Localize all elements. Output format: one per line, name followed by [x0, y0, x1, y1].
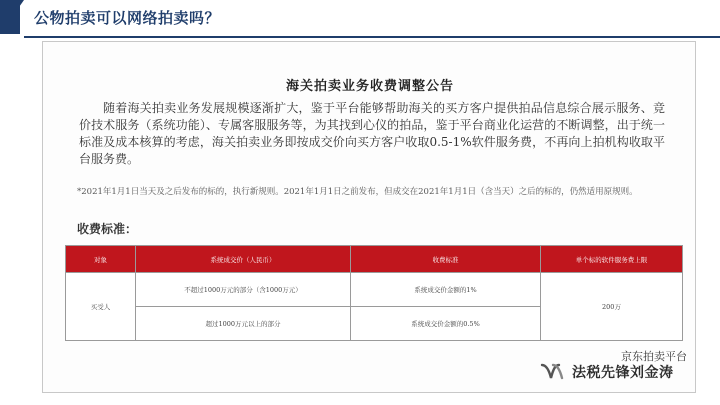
fee-table-header-row	[66, 246, 683, 273]
fee-standard-heading: 收费标准：	[77, 222, 138, 236]
notice-title: 海关拍卖业务收费调整公告	[285, 79, 454, 94]
slide-header	[0, 0, 720, 34]
notice-screenshot	[42, 41, 696, 393]
slide-title: 公物拍卖可以网络拍卖吗？	[34, 9, 221, 27]
price-range-cell: 超过1000万元以上的部分	[136, 307, 351, 341]
rate-cell: 系统成交价金额的0.5%	[351, 307, 541, 341]
column-header-object: 对象	[66, 246, 136, 273]
rate-cell: 系统成交价金额的1%	[351, 273, 541, 307]
column-header-price: 系统成交价（人民币）	[136, 246, 351, 273]
watermark	[540, 360, 674, 384]
table-row	[66, 273, 683, 307]
header-accent-triangle	[0, 0, 24, 34]
notice-signature: 京东拍卖平台	[621, 350, 687, 363]
column-header-cap: 单个标的软件服务费上限	[541, 246, 683, 273]
price-range-cell: 不超过1000万元的部分（含1000万元）	[136, 273, 351, 307]
notice-body: 随着海关拍卖业务发展规模逐渐扩大，鉴于平台能够帮助海关的买方客户提供拍品信息综合展示服务、竞价技术服务（系统功能）、专属客服服务等，为其找到心仪的拍品，鉴于平台商业化运营的不断调整，出于统一标准及成本核算的考虑，海关拍卖业务即按成交价向买方客户收取0.5-1%软件服务费，不再向上拍机构收取平台服务费。	[79, 101, 665, 166]
object-cell: 买受人	[66, 273, 136, 341]
wechat-channel-icon	[540, 361, 566, 383]
watermark-text: 法税先锋刘金涛	[572, 365, 674, 381]
column-header-rate: 收费标准	[351, 246, 541, 273]
title-divider	[24, 36, 720, 38]
notice-footnote: *2021年1月1日当天及之后发布的标的，执行新规则。2021年1月1日之前发布，但成交在2021年1月1日（含当天）之后的标的，仍然适用原规则。	[77, 187, 638, 197]
cap-cell: 200万	[541, 273, 683, 341]
fee-table	[65, 245, 683, 341]
